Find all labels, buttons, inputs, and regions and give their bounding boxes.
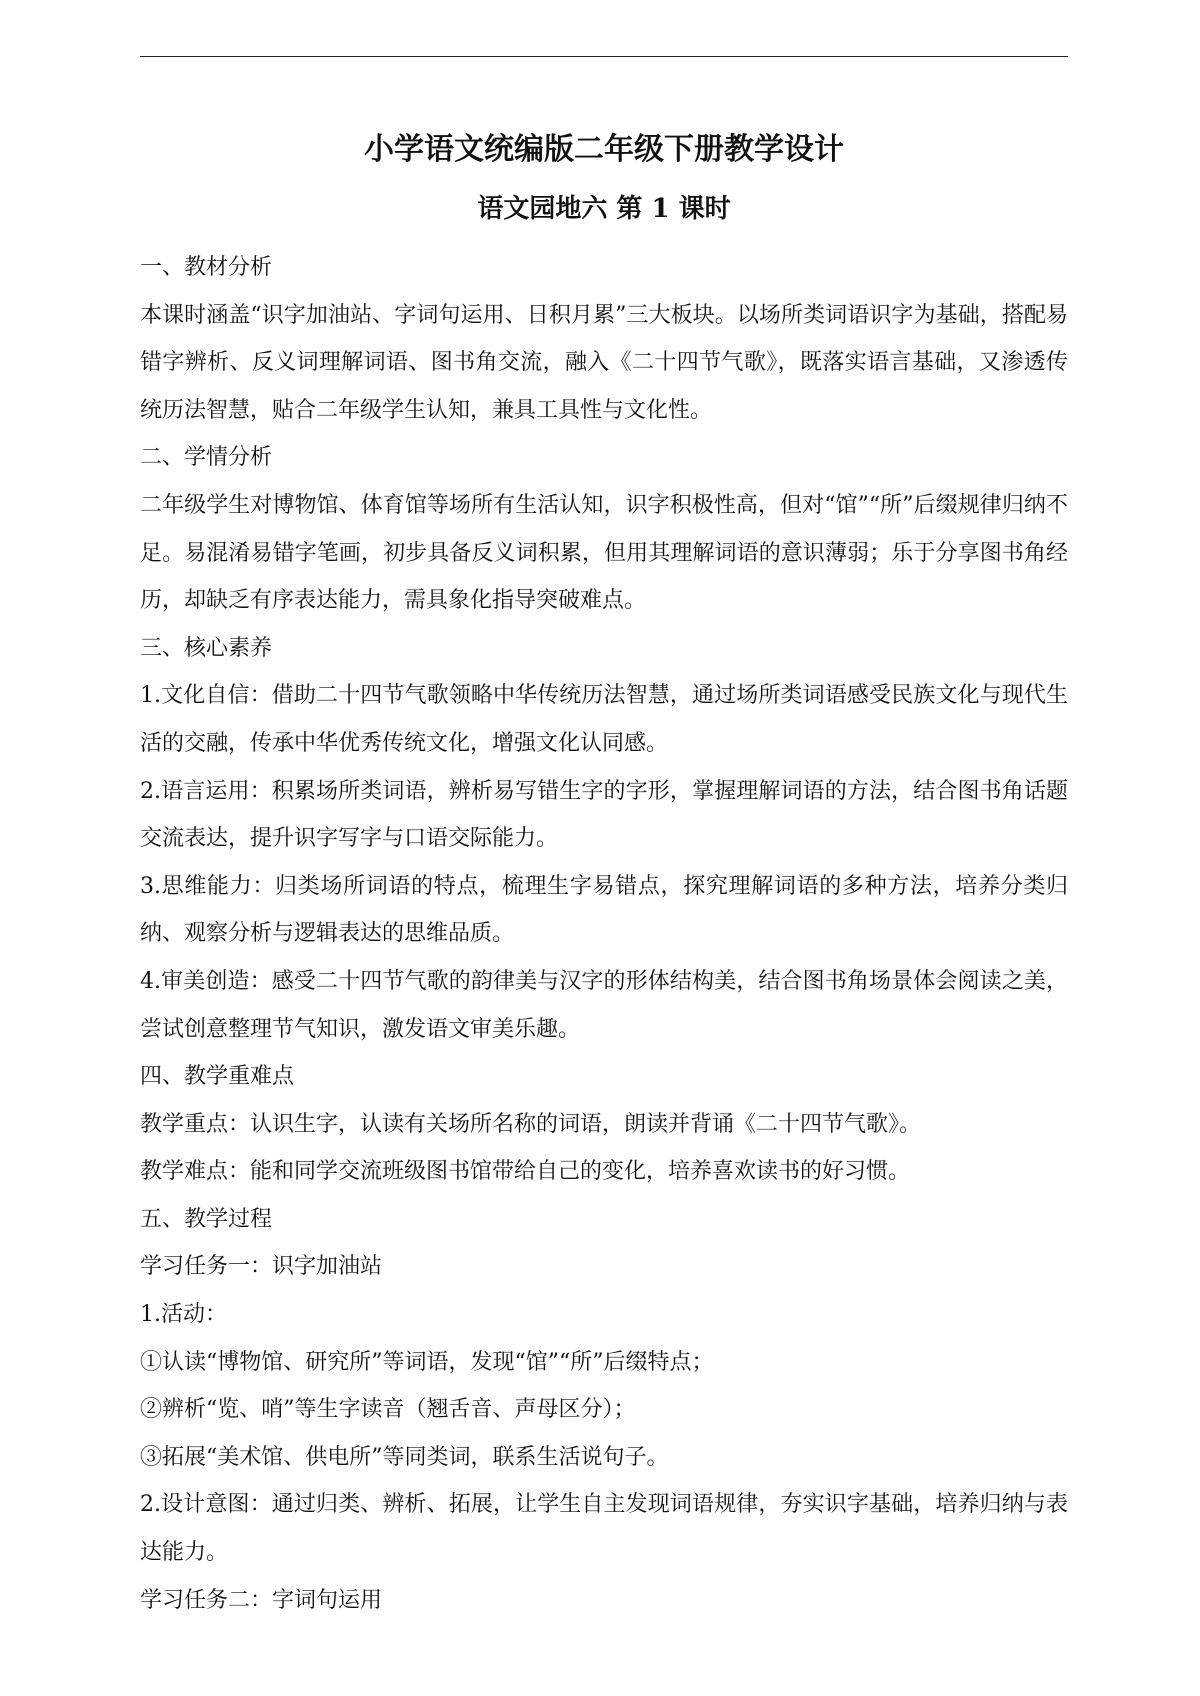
- design-intent: 2.设计意图：通过归类、辨析、拓展，让学生自主发现词语规律，夯实识字基础，培养归纳与表达能力。: [140, 1492, 1068, 1566]
- section-heading-textbook-analysis: 一、教材分析: [140, 255, 273, 280]
- core-literacy-item: 1.文化自信：借助二十四节气歌领略中华传统历法智慧，通过场所类词语感受民族文化与现代生活的交融，传承中华优秀传统文化，增强文化认同感。: [140, 683, 1068, 756]
- task-heading: 学习任务二：字词句运用: [140, 1587, 383, 1613]
- core-literacy-item: 2.语言运用：积累场所类词语，辨析易写错生字的字形，掌握理解词语的方法，结合图书角话题交流表达，提升识字写字与口语交际能力。: [140, 778, 1068, 852]
- task-heading: 学习任务一：识字加油站: [140, 1254, 383, 1280]
- core-literacy-item: 4.审美创造：感受二十四节气歌的韵律美与汉字的形体结构美，结合图书角场景体会阅读之美，尝试创意整理节气知识，激发语文审美乐趣。: [140, 968, 1068, 1042]
- activity-item: ①认读“博物馆、研究所”等词语，发现“馆”“所”后缀特点；: [140, 1349, 714, 1375]
- activity-item: ③拓展“美术馆、供电所”等同类词，联系生活说句子。: [140, 1444, 669, 1470]
- header-rule: [140, 56, 1068, 57]
- activity-label: 1.活动：: [140, 1302, 227, 1328]
- section-heading-student-analysis: 二、学情分析: [140, 445, 273, 471]
- teaching-key-point: 教学重点：认识生字，认读有关场所名称的词语，朗读并背诵《二十四节气歌》。: [140, 1111, 922, 1137]
- activity-item: ②辨析“览、哨”等生字读音（翘舌音、声母区分）；: [140, 1397, 636, 1423]
- section-heading-teaching-process: 五、教学过程: [140, 1206, 273, 1232]
- section-heading-core-literacy: 三、核心素养: [140, 635, 273, 661]
- teaching-difficulty: 教学难点：能和同学交流班级图书馆带给自己的变化，培养喜欢读书的好习惯。: [140, 1159, 911, 1185]
- section-body-textbook-analysis: 本课时涵盖“识字加油站、字词句运用、日积月累”三大板块。以场所类词语识字为基础，搭配易错字辨析、反义词理解词语、图书角交流，融入《二十四节气歌》，既落实语言基础，又渗透传统历法智慧，贴合二年级学生认知，兼具工具性与文化性。: [140, 302, 1068, 423]
- section-heading-key-points: 四、教学重难点: [140, 1064, 295, 1090]
- document-subtitle: 语文园地六 第 1 课时: [477, 194, 731, 224]
- document-body: [140, 120, 1068, 1624]
- document-title: 小学语文统编版二年级下册教学设计: [364, 132, 844, 167]
- section-body-student-analysis: 二年级学生对博物馆、体育馆等场所有生活认知，识字积极性高，但对“馆”“所”后缀规律归纳不足。易混淆易错字笔画，初步具备反义词积累，但用其理解词语的意识薄弱；乐于分享图书角经历，却缺乏有序表达能力，需具象化指导突破难点。: [140, 492, 1068, 614]
- core-literacy-item: 3.思维能力：归类场所词语的特点，梳理生字易错点，探究理解词语的多种方法，培养分类归纳、观察分析与逻辑表达的思维品质。: [140, 873, 1068, 947]
